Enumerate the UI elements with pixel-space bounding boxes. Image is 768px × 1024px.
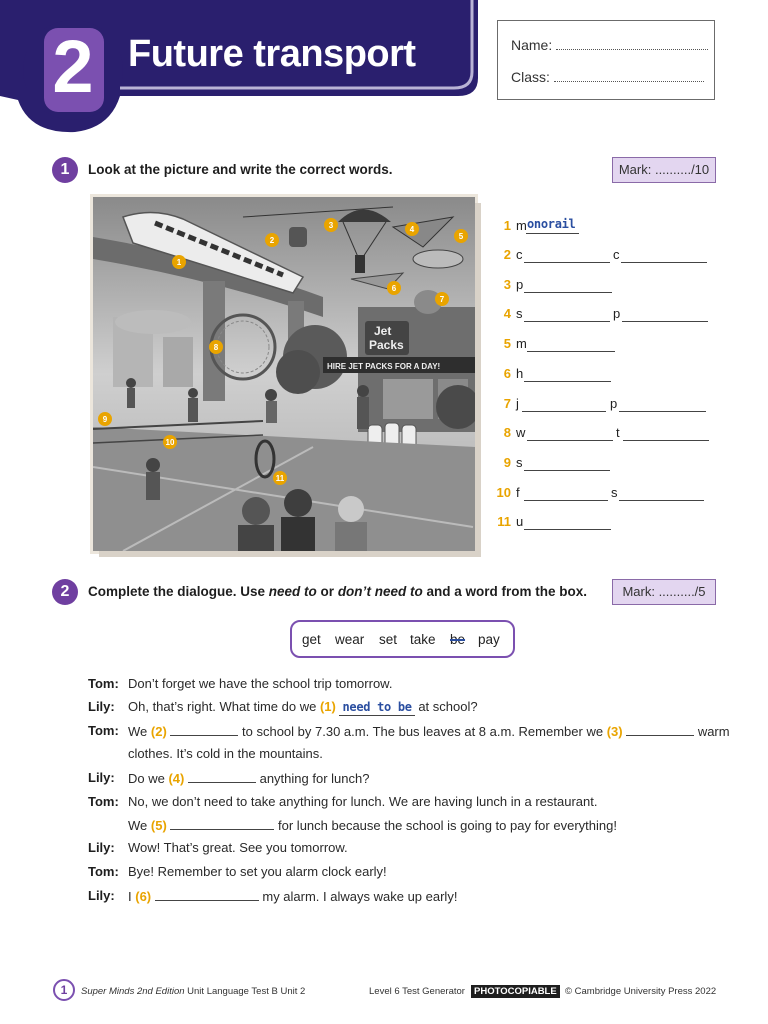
instruction-part: or bbox=[316, 584, 338, 599]
dialogue-text: at school? bbox=[414, 699, 478, 714]
pic-label-10: 10 bbox=[165, 438, 175, 447]
dialogue-text: Do we bbox=[128, 771, 169, 786]
test-name: Unit Language Test B Unit 2 bbox=[184, 986, 306, 997]
answer-line[interactable] bbox=[524, 321, 610, 322]
word-wear: wear bbox=[335, 632, 365, 647]
shop-banner-text: HIRE JET PACKS FOR A DAY! bbox=[327, 362, 441, 371]
item-letter: s bbox=[516, 306, 523, 321]
footer-series bbox=[81, 986, 305, 997]
item-letter: s bbox=[611, 485, 618, 500]
dialogue-text: to school by 7.30 a.m. The bus leaves at 8 a.m. Remember we bbox=[238, 724, 607, 739]
item-number: 1 bbox=[503, 218, 511, 233]
dialogue-line bbox=[128, 699, 478, 716]
section-1-number: 1 bbox=[52, 157, 78, 183]
item-letter: p bbox=[516, 277, 524, 292]
dialogue-line: Don’t forget we have the school trip tomorrow. bbox=[128, 676, 393, 691]
item-number: 2 bbox=[503, 247, 511, 262]
name-row[interactable] bbox=[511, 37, 708, 53]
footer-copyright: © Cambridge University Press 2022 bbox=[565, 986, 717, 997]
answer-line[interactable] bbox=[623, 440, 709, 441]
dialogue-line: clothes. It’s cold in the mountains. bbox=[128, 746, 323, 761]
speaker-tom: Tom: bbox=[88, 794, 119, 809]
item-letter: h bbox=[516, 366, 524, 381]
answer-1[interactable]: need to be bbox=[339, 699, 414, 716]
dialogue-line bbox=[128, 770, 369, 787]
answer-3-blank[interactable] bbox=[626, 723, 694, 736]
section-1-instruction: Look at the picture and write the correct words. bbox=[88, 162, 393, 177]
dialogue-line bbox=[128, 817, 617, 834]
dialogue-line: No, we don’t need to take anything for lunch. We are having lunch in a restaurant. bbox=[128, 794, 598, 809]
gap-number: (6) bbox=[135, 889, 152, 904]
pic-label-7: 7 bbox=[439, 295, 445, 304]
instruction-part: Complete the dialogue. Use bbox=[88, 584, 269, 599]
dialogue-text: for lunch because the school is going to pay for everything! bbox=[274, 818, 617, 833]
item-letter: j bbox=[516, 396, 519, 411]
pic-label-1: 1 bbox=[176, 258, 182, 267]
pic-label-5: 5 bbox=[458, 232, 464, 241]
answer-6-blank[interactable] bbox=[155, 888, 259, 901]
section-1-mark: Mark: ........../10 bbox=[612, 157, 716, 183]
answer-line[interactable] bbox=[621, 262, 707, 263]
answer-2-blank[interactable] bbox=[170, 723, 238, 736]
answer-line[interactable] bbox=[524, 500, 608, 501]
pic-label-3: 3 bbox=[328, 221, 334, 230]
dialogue-line: Wow! That’s great. See you tomorrow. bbox=[128, 840, 348, 855]
item-letter: w bbox=[516, 425, 526, 440]
item-letter: m bbox=[516, 336, 527, 351]
pic-label-8: 8 bbox=[213, 343, 219, 352]
shop-sign-line1: Jet bbox=[374, 324, 392, 338]
item-number: 8 bbox=[503, 425, 511, 440]
gap-number: (3) bbox=[606, 724, 623, 739]
word-be-crossed: be bbox=[450, 632, 466, 647]
gap-number: (5) bbox=[150, 818, 167, 833]
word-pay: pay bbox=[478, 632, 500, 647]
item-letter: p bbox=[613, 306, 621, 321]
instruction-emphasis: don’t need to bbox=[337, 584, 423, 599]
word-list bbox=[493, 218, 723, 538]
series-title: Super Minds 2nd Edition bbox=[81, 986, 185, 997]
dialogue-text: anything for lunch? bbox=[255, 771, 370, 786]
class-row[interactable] bbox=[511, 69, 704, 85]
dialogue-line bbox=[128, 888, 457, 905]
item-number: 4 bbox=[503, 306, 511, 321]
dialogue-text: warm bbox=[694, 724, 730, 739]
gap-number: (2) bbox=[150, 724, 167, 739]
class-blank[interactable] bbox=[554, 69, 704, 82]
instruction-part: and a word from the box. bbox=[422, 584, 588, 599]
pic-label-9: 9 bbox=[102, 415, 108, 424]
answer-line[interactable] bbox=[526, 233, 579, 234]
section-2-number: 2 bbox=[52, 579, 78, 605]
item-number: 6 bbox=[503, 366, 511, 381]
item-answer: onorail bbox=[527, 217, 576, 231]
page-number: 1 bbox=[53, 979, 75, 1001]
answer-line[interactable] bbox=[524, 529, 611, 530]
speaker-lily: Lily: bbox=[88, 770, 115, 785]
answer-line[interactable] bbox=[522, 411, 606, 412]
page-title: Future transport bbox=[128, 33, 416, 75]
footer-level: Level 6 Test Generator bbox=[369, 986, 465, 997]
speaker-lily: Lily: bbox=[88, 699, 115, 714]
item-number: 10 bbox=[496, 485, 511, 500]
item-letter: s bbox=[516, 455, 523, 470]
answer-line[interactable] bbox=[524, 262, 610, 263]
class-label: Class: bbox=[511, 69, 550, 85]
word-box bbox=[290, 620, 515, 658]
speaker-tom: Tom: bbox=[88, 864, 119, 879]
shop-sign-line2: Packs bbox=[369, 338, 404, 352]
name-label: Name: bbox=[511, 37, 553, 53]
answer-line[interactable] bbox=[619, 411, 706, 412]
item-letter: p bbox=[610, 396, 618, 411]
answer-line[interactable] bbox=[622, 321, 708, 322]
speaker-tom: Tom: bbox=[88, 676, 119, 691]
dialogue-text: my alarm. I always wake up early! bbox=[258, 889, 458, 904]
item-letter: c bbox=[516, 247, 523, 262]
gap-number: (4) bbox=[168, 771, 185, 786]
item-number: 9 bbox=[503, 455, 511, 470]
answer-5-blank[interactable] bbox=[170, 817, 274, 830]
pic-label-6: 6 bbox=[391, 284, 397, 293]
future-city-picture bbox=[93, 197, 475, 551]
photocopiable-badge: PHOTOCOPIABLE bbox=[471, 985, 560, 998]
answer-line[interactable] bbox=[527, 351, 615, 352]
footer-photocopiable bbox=[471, 986, 560, 997]
item-letter: u bbox=[516, 514, 524, 529]
item-letter: t bbox=[616, 425, 620, 440]
dialogue-line: Bye! Remember to set you alarm clock early! bbox=[128, 864, 387, 879]
speaker-tom: Tom: bbox=[88, 723, 119, 738]
dialogue-text: We bbox=[128, 724, 151, 739]
section-2-mark: Mark: ........../5 bbox=[612, 579, 716, 605]
item-number: 11 bbox=[497, 514, 511, 529]
word-take: take bbox=[410, 632, 436, 647]
dialogue-text: I bbox=[128, 889, 136, 904]
section-2-instruction bbox=[88, 584, 587, 599]
word-get: get bbox=[302, 632, 321, 647]
speaker-lily: Lily: bbox=[88, 888, 115, 903]
name-blank[interactable] bbox=[556, 37, 708, 50]
item-number: 3 bbox=[503, 277, 511, 292]
dialogue-text: We bbox=[128, 818, 151, 833]
answer-line[interactable] bbox=[527, 440, 613, 441]
instruction-emphasis: need to bbox=[268, 584, 317, 599]
speaker-lily: Lily: bbox=[88, 840, 115, 855]
item-letter: f bbox=[516, 485, 520, 500]
answer-4-blank[interactable] bbox=[188, 770, 256, 783]
answer-line[interactable] bbox=[619, 500, 704, 501]
answer-line[interactable] bbox=[524, 470, 610, 471]
item-letter: c bbox=[613, 247, 620, 262]
pic-label-2: 2 bbox=[269, 236, 275, 245]
pic-label-11: 11 bbox=[275, 474, 285, 483]
item-letter: m bbox=[516, 218, 527, 233]
answer-line[interactable] bbox=[524, 381, 611, 382]
word-set: set bbox=[379, 632, 398, 647]
dialogue-text: Oh, that’s right. What time do we bbox=[128, 699, 320, 714]
item-number: 5 bbox=[503, 336, 511, 351]
gap-number: (1) bbox=[319, 699, 336, 714]
pic-label-4: 4 bbox=[409, 225, 415, 234]
unit-number: 2 bbox=[52, 25, 94, 108]
name-class-box bbox=[497, 20, 715, 100]
answer-line[interactable] bbox=[524, 292, 612, 293]
item-number: 7 bbox=[503, 396, 511, 411]
dialogue-line bbox=[128, 723, 730, 740]
